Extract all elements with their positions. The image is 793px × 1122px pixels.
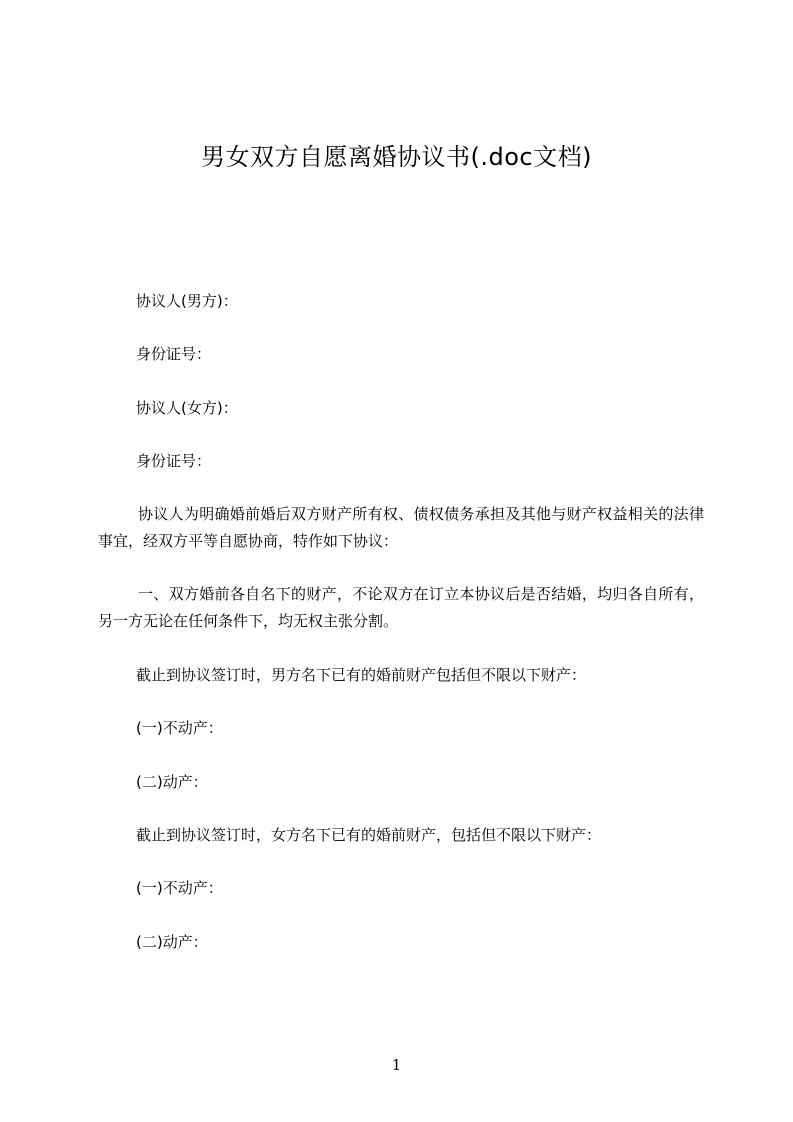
female-party-label: 协议人(女方)： — [136, 399, 238, 417]
document-title: 男女双方自愿离婚协议书(.doc文档) — [201, 143, 592, 171]
male-id-label: 身份证号： — [136, 345, 212, 363]
male-party-label: 协议人(男方)： — [136, 292, 238, 310]
male-real-estate-label: (一)不动产： — [136, 719, 223, 737]
female-real-estate-label: (一)不动产： — [136, 879, 223, 897]
male-movable-label: (二)动产： — [136, 773, 208, 791]
clause-1-paragraph: 一、双方婚前各自名下的财产，不论双方在订立本协议后是否结婚，均归各自所有，另一方无论在任何条件下，均无权主张分割。 — [98, 585, 704, 630]
female-id-label: 身份证号： — [136, 452, 212, 470]
intro-paragraph: 协议人为明确婚前婚后双方财产所有权、债权债务承担及其他与财产权益相关的法律事宜，经双方平等自愿协商，特作如下协议： — [98, 505, 704, 550]
female-movable-label: (二)动产： — [136, 933, 208, 951]
female-premarital-intro: 截止到协议签订时，女方名下已有的婚前财产，包括但不限以下财产： — [136, 826, 602, 844]
male-premarital-intro: 截止到协议签订时，男方名下已有的婚前财产包括但不限以下财产： — [136, 666, 587, 684]
page-number: 1 — [391, 1056, 402, 1074]
